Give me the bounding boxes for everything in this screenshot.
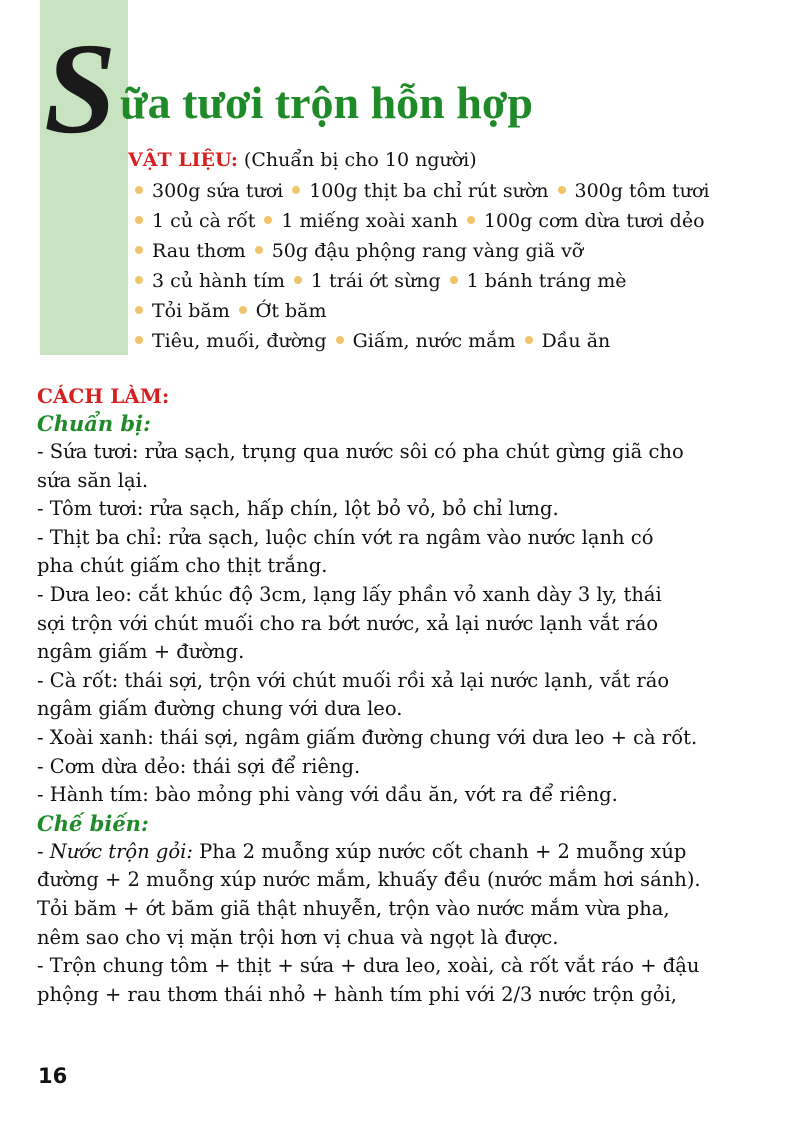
instruction-line: - Cà rốt: thái sợi, trộn với chút muối rồi xả lại nước lạnh, vắt ráo [37,668,670,692]
sauce-label: Nước trộn gỏi: [49,839,193,863]
ingredient-item: 1 trái ớt sừng [310,270,441,292]
bullet-icon [239,306,247,314]
cook-line [37,838,772,867]
instruction-line: ngâm giấm đường chung với dưa leo. [37,697,403,721]
ingredient-item: Tiêu, muối, đường [152,330,327,352]
instruction-line: ngâm giấm + đường. [37,640,245,664]
ingredient-row [135,266,710,296]
materials-heading-line [128,146,477,174]
ingredient-row [135,296,710,326]
bullet-icon [264,216,272,224]
instruction-line: đường + 2 muỗng xúp nước mắm, khuấy đều (nước mắm hơi sánh). [37,868,701,892]
ingredient-list [135,176,710,356]
bullet-icon [135,336,143,344]
prep-instructions [37,438,772,810]
ingredient-item: Tỏi băm [152,300,230,322]
bullet-icon [467,216,475,224]
ingredient-item: 300g tôm tươi [574,180,710,202]
method-heading: CÁCH LÀM: [37,384,170,408]
title-initial-letter: S [44,17,117,161]
ingredient-item: 1 củ cà rốt [152,210,256,232]
instruction-line: - Trộn chung tôm + thịt + sứa + dưa leo, xoài, cà rốt vắt ráo + đậu [37,954,700,978]
cook-line-text: Pha 2 muỗng xúp nước cốt chanh + 2 muỗng xúp [192,839,687,863]
method-section [37,382,772,1009]
ingredient-row [135,236,710,266]
ingredient-item: Giấm, nước mắm [352,330,516,352]
instruction-line: - Thịt ba chỉ: rửa sạch, luộc chín vớt ra ngâm vào nước lạnh có [37,525,654,549]
ingredient-item: Ớt băm [255,300,327,322]
cook-line-prefix: - [37,839,50,863]
bullet-icon [135,246,143,254]
instruction-line: sợi trộn với chút muối cho ra bớt nước, xả lại nước lạnh vắt ráo [37,611,659,635]
instruction-line: - Tôm tươi: rửa sạch, hấp chín, lột bỏ vỏ, bỏ chỉ lưng. [37,497,559,521]
bullet-icon [292,186,300,194]
recipe-title: ữa tươi trộn hỗn hợp [120,77,533,128]
ingredient-row [135,326,710,356]
ingredient-item: 300g sứa tươi [152,180,284,202]
bullet-icon [255,246,263,254]
bullet-icon [294,276,302,284]
bullet-icon [135,276,143,284]
ingredient-item: Rau thơm [152,240,246,262]
ingredient-item: Dầu ăn [541,330,611,352]
bullet-icon [558,186,566,194]
ingredient-row [135,206,710,236]
instruction-line: - Sứa tươi: rửa sạch, trụng qua nước sôi có pha chút gừng giã cho [37,440,684,463]
page-number: 16 [38,1064,68,1088]
ingredient-item: 3 củ hành tím [152,270,285,292]
ingredient-item: 1 miếng xoài xanh [281,210,458,232]
cook-heading: Chế biến: [37,810,149,836]
ingredient-item: 1 bánh tráng mè [466,270,627,292]
instruction-line: - Cơm dừa dẻo: thái sợi để riêng. [37,754,361,778]
instruction-line: - Dưa leo: cắt khúc độ 3cm, lạng lấy phần vỏ xanh dày 3 ly, thái [37,582,662,606]
instruction-line: pha chút giấm cho thịt trắng. [37,554,328,578]
materials-heading: VẬT LIỆU: [128,149,238,171]
instruction-line: - Hành tím: bào mỏng phi vàng với dầu ăn, vớt ra để riêng. [37,783,618,807]
ingredient-row [135,176,710,206]
instruction-line: - Xoài xanh: thái sợi, ngâm giấm đường chung với dưa leo + cà rốt. [37,725,698,749]
bullet-icon [135,186,143,194]
cook-instructions [37,866,772,1009]
ingredient-item: 50g đậu phộng rang vàng giã vỡ [271,240,584,262]
ingredient-item: 100g thịt ba chỉ rút sườn [309,180,549,202]
materials-serving-note: (Chuẩn bị cho 10 người) [237,149,477,171]
prep-heading: Chuẩn bị: [37,411,151,436]
bullet-icon [525,336,533,344]
ingredient-item: 100g cơm dừa tươi dẻo [483,210,705,232]
instruction-line: phộng + rau thơm thái nhỏ + hành tím phi với 2/3 nước trộn gỏi, [37,982,677,1006]
instruction-line: sứa săn lại. [37,468,149,492]
bullet-icon [135,306,143,314]
bullet-icon [336,336,344,344]
bullet-icon [135,216,143,224]
bullet-icon [450,276,458,284]
instruction-line: nêm sao cho vị mặn trội hơn vị chua và ngọt là được. [37,925,559,949]
instruction-line: Tỏi băm + ớt băm giã thật nhuyễn, trộn vào nước mắm vừa pha, [37,896,670,920]
